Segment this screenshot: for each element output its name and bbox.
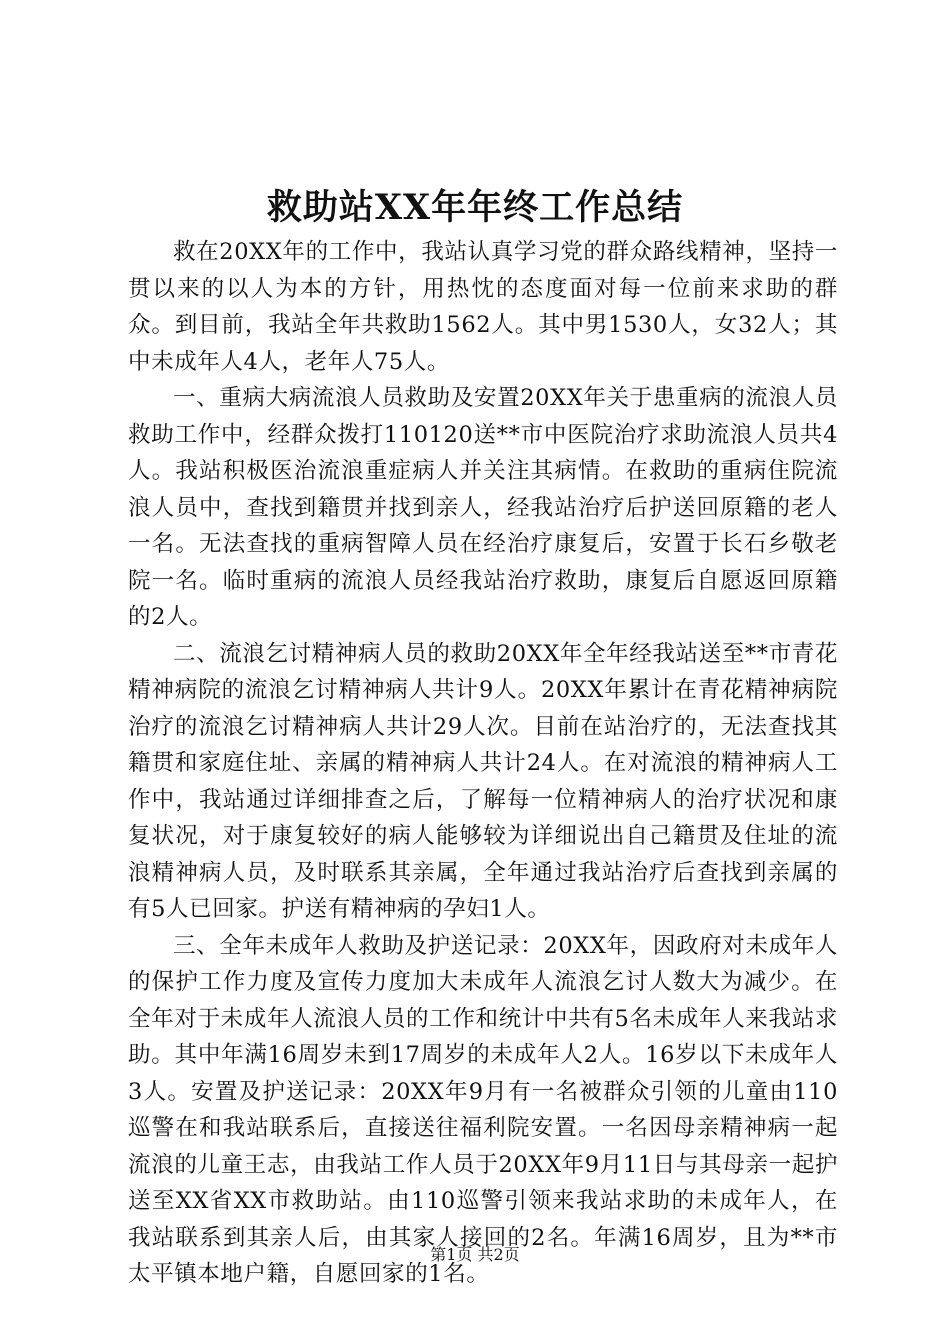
paragraph-section-1: 一、重病大病流浪人员救助及安置20XX年关于患重病的流浪人员救助工作中，经群众拨打110120送**市中医院治疗求助流浪人员共4人。我站积极医治流浪重症病人并关注其病情。在救助的重病住院流浪人员中，查找到籍贯并找到亲人，经我站治疗后护送回原籍的老人一名。无法查找的重病智障人员在经治疗康复后，安置于长石乡敬老院一名。临时重病的流浪人员经我站治疗救助，康复后自愿返回原籍的2人。 [128, 385, 838, 630]
paragraph-intro: 救在20XX年的工作中，我站认真学习党的群众路线精神，坚持一贯以来的以人为本的方针，用热忱的态度面对每一位前来求助的群众。到目前，我站全年共救助1562人。其中男1530人，女32人；其中未成年人4人，老年人75人。 [128, 239, 838, 375]
document-body [128, 234, 838, 1293]
document-title: 救助站XX年年终工作总结 [266, 187, 684, 228]
paragraph-section-3: 三、全年未成年人救助及护送记录：20XX年，因政府对未成年人的保护工作力度及宣传力度加大未成年人流浪乞讨人数大为减少。在全年对于未成年人流浪人员的工作和统计中共有5名未成年人来我站求助。其中年满16周岁未到17周岁的未成年人2人。16岁以下未成年人3人。安置及护送记录：20XX年9月有一名被群众引领的儿童由110巡警在和我站联系后，直接送往福利院安置。一名因母亲精神病一起流浪的儿童王志，由我站工作人员于20XX年9月11日与其母亲一起护送至XX省XX市救助站。由110巡警引领来我站求助的未成年人，在我站联系到其亲人后，由其家人接回的2名。年满16周岁，且为**市太平镇本地户籍，自愿回家的1名。 [128, 932, 838, 1287]
paragraph-section-2: 二、流浪乞讨精神病人员的救助20XX年全年经我站送至**市青花精神病院的流浪乞讨精神病人共计9人。20XX年累计在青花精神病院治疗的流浪乞讨精神病人共计29人次。目前在站治疗的，无法查找其籍贯和家庭住址、亲属的精神病人共计24人。在对流浪的精神病人工作中，我站通过详细排查之后，了解每一位精神病人的治疗状况和康复状况，对于康复较好的病人能够较为详细说出自己籍贯及住址的流浪精神病人员，及时联系其亲属，全年通过我站治疗后查找到亲属的有5人已回家。护送有精神病的孕妇1人。 [128, 640, 838, 922]
page-number-footer: 第1页 共2页 [430, 1245, 520, 1264]
